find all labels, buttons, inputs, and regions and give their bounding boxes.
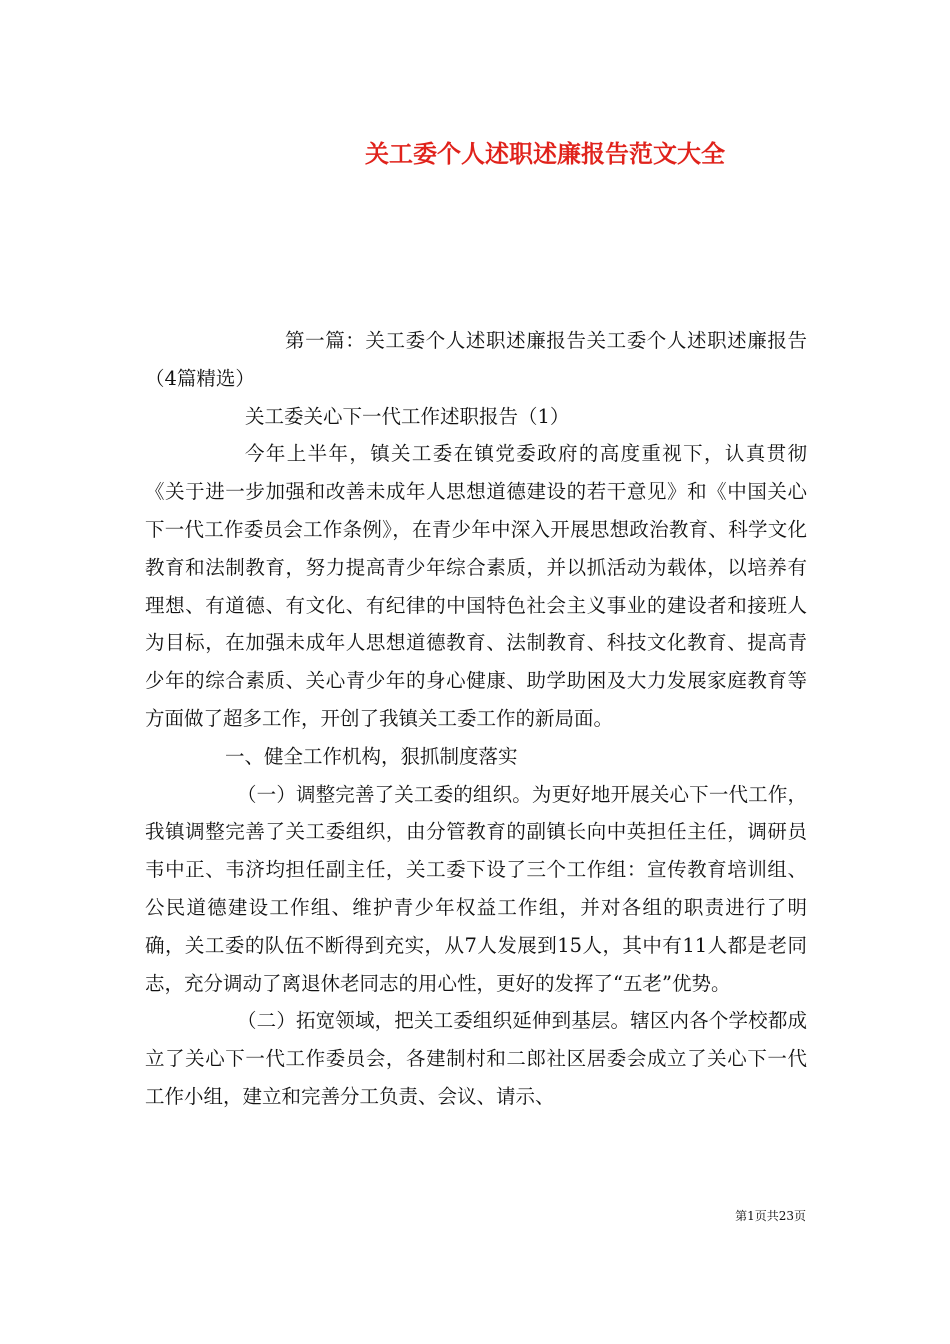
paragraph-report-title: 关工委关心下一代工作述职报告（1） <box>245 404 570 428</box>
page-number-footer: 第1页共23页 <box>735 1209 806 1223</box>
paragraph-chapter-heading: 第一篇：关工委个人述职述廉报告关工委个人述职述廉报告（4篇精选） <box>145 329 807 390</box>
paragraph-item-1: （一）调整完善了关工委的组织。为更好地开展关心下一代工作，我镇调整完善了关工委组织，由分管教育的副镇长向中英担任主任，调研员韦中正、韦济均担任副主任，关工委下设了三个工作组：宣传教育培训组、公民道德建设工作组、维护青少年权益工作组，并对各组的职责进行了明确，关工委的队伍不断得到充实，从7人发展到15人，其中有11人都是老同志，充分调动了离退休老同志的用心性，更好的发挥了“五老”优势。 <box>145 782 807 995</box>
document-title: 关工委个人述职述廉报告范文大全 <box>365 139 725 168</box>
document-body <box>145 322 807 1116</box>
paragraph-intro: 今年上半年，镇关工委在镇党委政府的高度重视下，认真贯彻《关于进一步加强和改善未成年人思想道德建设的若干意见》和《中国关心下一代工作委员会工作条例》，在青少年中深入开展思想政治教育、科学文化教育和法制教育，努力提高青少年综合素质，并以抓活动为载体，以培养有理想、有道德、有文化、有纪律的中国特色社会主义事业的建设者和接班人为目标，在加强未成年人思想道德教育、法制教育、科技文化教育、提高青少年的综合素质、关心青少年的身心健康、助学助困及大力发展家庭教育等方面做了超多工作，开创了我镇关工委工作的新局面。 <box>145 442 807 730</box>
paragraph-item-2: （二）拓宽领域，把关工委组织延伸到基层。辖区内各个学校都成立了关心下一代工作委员会，各建制村和二郎社区居委会成立了关心下一代工作小组，建立和完善分工负责、会议、请示、 <box>145 1009 807 1108</box>
paragraph-section-heading: 一、健全工作机构，狠抓制度落实 <box>225 744 518 768</box>
